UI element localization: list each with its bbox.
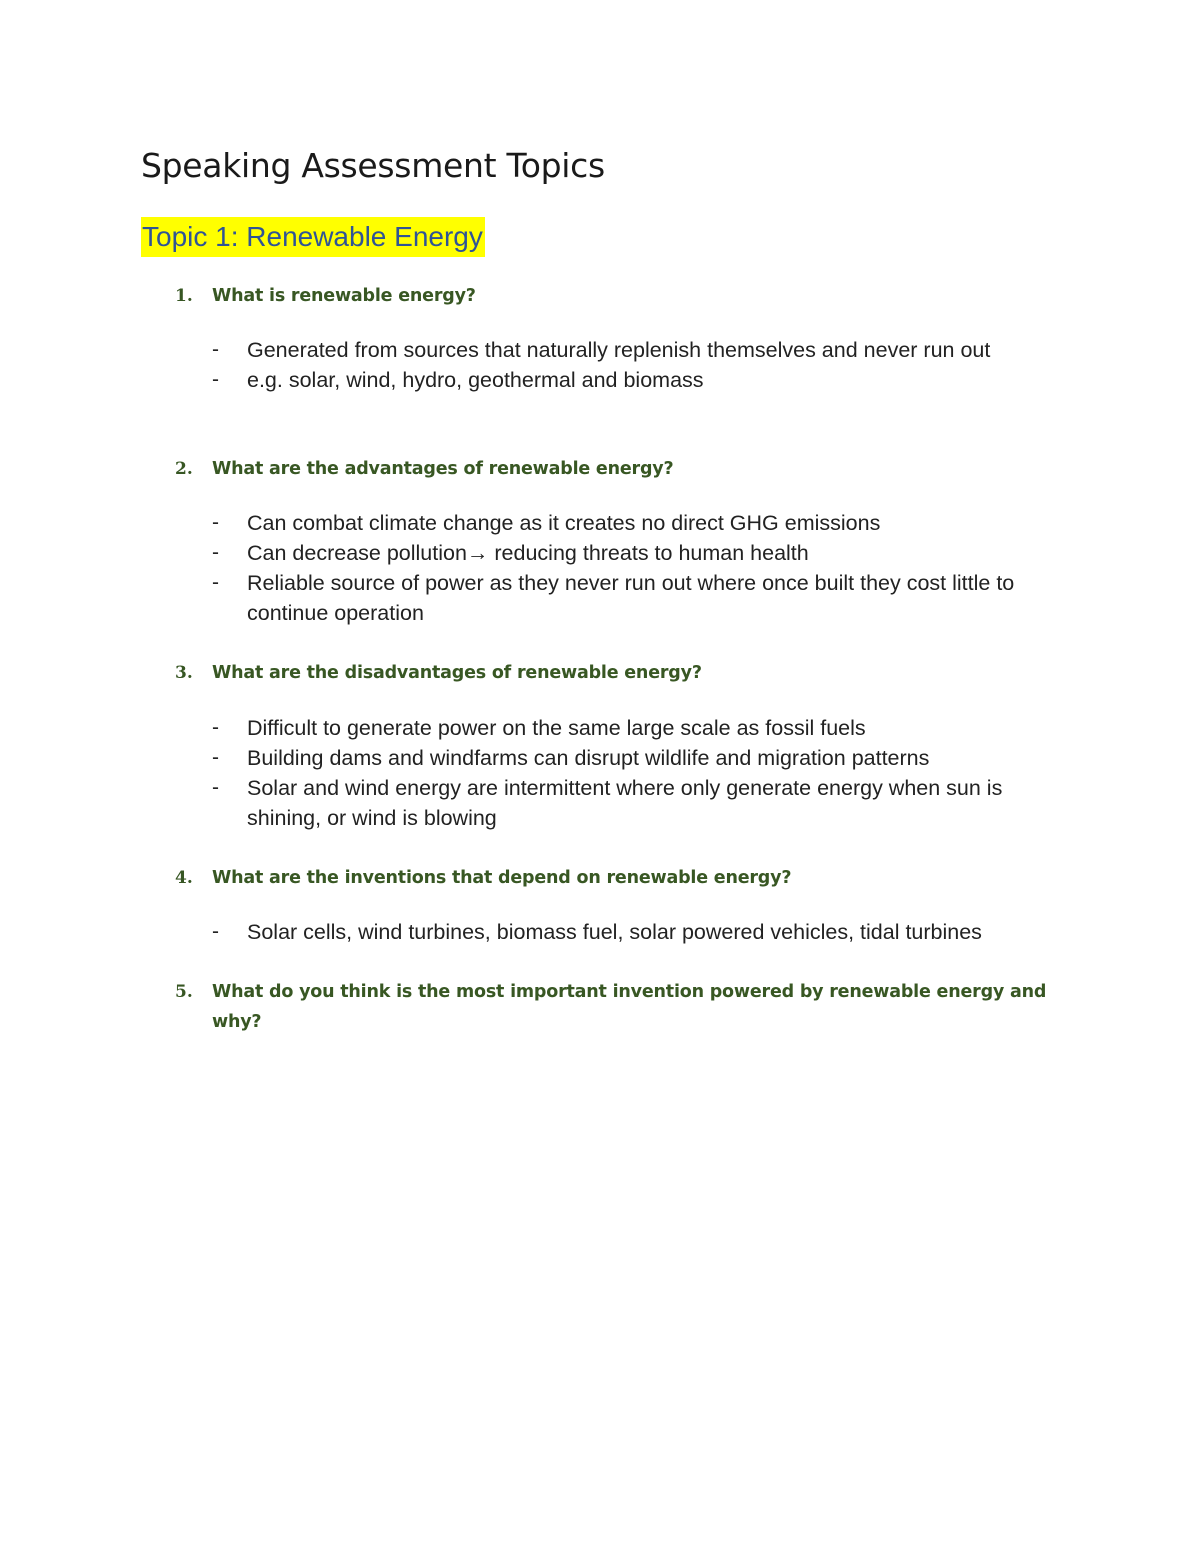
document-title: Speaking Assessment Topics: [141, 146, 605, 185]
question-number: 5.: [175, 982, 193, 1002]
question-text: What are the inventions that depend on renewable energy?: [212, 868, 792, 888]
answer-text: Building dams and windfarms can disrupt wildlife and migration patterns: [247, 746, 930, 770]
answer-list: [0, 917, 1200, 947]
answer-text: Reliable source of power as they never run out where once built they cost little to continue operation: [247, 571, 1015, 625]
answer-item: [0, 538, 1200, 568]
bullet-dash: -: [212, 338, 219, 361]
question-text: What are the disadvantages of renewable energy?: [212, 663, 702, 683]
question-heading: [0, 863, 1200, 893]
bullet-dash: -: [212, 776, 219, 799]
bullet-dash: -: [212, 746, 219, 769]
answer-item: [0, 773, 1200, 833]
answer-item: [0, 917, 1200, 947]
question-heading: [0, 281, 1200, 311]
question-item: [0, 977, 1200, 1032]
bullet-dash: -: [212, 541, 219, 564]
question-item: [0, 281, 1200, 311]
answer-text: Can combat climate change as it creates no direct GHG emissions: [247, 511, 881, 535]
question-number: 1.: [175, 286, 193, 306]
answer-item: [0, 508, 1200, 538]
answer-text: Difficult to generate power on the same large scale as fossil fuels: [247, 716, 866, 740]
bullet-dash: -: [212, 368, 219, 391]
bullet-dash: -: [212, 571, 219, 594]
answer-text: Solar and wind energy are intermittent where only generate energy when sun is shining, or wind is blowing: [247, 776, 1003, 830]
question-item: [0, 863, 1200, 893]
topic-heading: Topic 1: Renewable Energy: [141, 217, 485, 257]
question-number: 4.: [175, 868, 193, 888]
answer-text: e.g. solar, wind, hydro, geothermal and biomass: [247, 368, 704, 392]
answer-item: [0, 713, 1200, 743]
answer-item: [0, 335, 1200, 365]
question-number: 2.: [175, 459, 193, 479]
answer-item: [0, 365, 1200, 395]
question-heading: [0, 658, 1200, 688]
answer-text: Can decrease pollution→ reducing threats to human health: [247, 541, 809, 565]
answer-item: [0, 743, 1200, 773]
bullet-dash: -: [212, 716, 219, 739]
answer-list: [0, 713, 1200, 833]
question-heading: [0, 977, 1200, 1032]
answer-text: Generated from sources that naturally replenish themselves and never run out: [247, 338, 991, 362]
question-text: What do you think is the most important invention powered by renewable energy and why?: [212, 982, 1047, 1032]
question-item: [0, 454, 1200, 484]
answer-item: [0, 568, 1200, 628]
question-text: What is renewable energy?: [212, 286, 476, 306]
answer-list: [0, 335, 1200, 395]
question-item: [0, 658, 1200, 688]
bullet-dash: -: [212, 920, 219, 943]
answer-list: [0, 508, 1200, 628]
answer-text: Solar cells, wind turbines, biomass fuel, solar powered vehicles, tidal turbines: [247, 920, 982, 944]
bullet-dash: -: [212, 511, 219, 534]
question-heading: [0, 454, 1200, 484]
question-number: 3.: [175, 663, 193, 683]
question-text: What are the advantages of renewable energy?: [212, 459, 674, 479]
